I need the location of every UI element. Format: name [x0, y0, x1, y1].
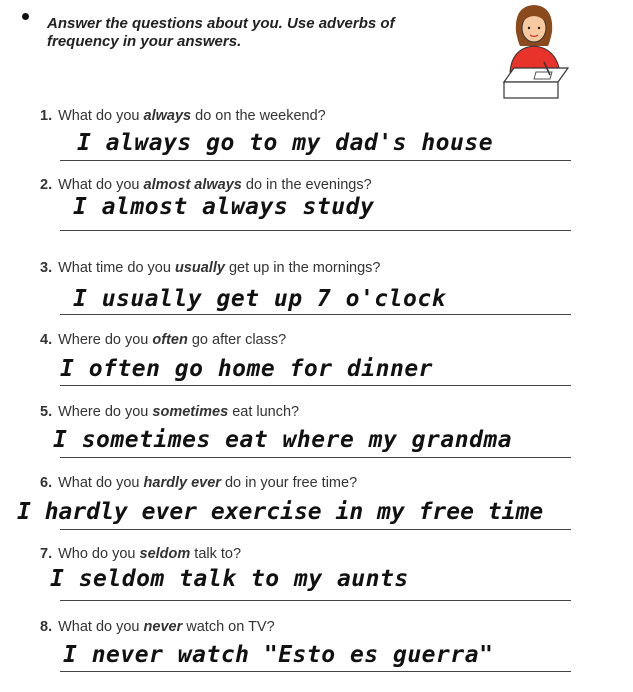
answer-line-3: [60, 314, 571, 315]
answer-line-5: [60, 457, 571, 458]
question-6: 6. What do you hardly ever do in your free time?: [40, 475, 358, 491]
question-number: 3.: [40, 260, 53, 276]
question-number: 1.: [40, 108, 53, 124]
answer-8[interactable]: I never watch "Esto es guerra": [63, 642, 494, 668]
question-3: 3. What time do you usually get up in the mornings?: [40, 260, 381, 276]
answer-line-7: [60, 600, 571, 601]
answer-3[interactable]: I usually get up 7 o'clock: [73, 286, 447, 312]
question-2: 2. What do you almost always do in the evenings?: [40, 177, 372, 193]
answer-7[interactable]: I seldom talk to my aunts: [50, 566, 409, 592]
answer-line-2: [60, 230, 571, 231]
question-8: 8. What do you never watch on TV?: [40, 619, 275, 635]
question-4: 4. Where do you often go after class?: [40, 332, 287, 348]
answer-5[interactable]: I sometimes eat where my grandma: [53, 427, 513, 453]
instructions: Answer the questions about you. Use adverbs of frequency in your answers.: [47, 15, 395, 50]
answer-line-8: [60, 671, 571, 672]
student-writing-icon: [498, 2, 570, 100]
answer-2[interactable]: I almost always study: [73, 194, 375, 220]
question-7: 7. Who do you seldom talk to?: [40, 546, 242, 562]
answer-1[interactable]: I always go to my dad's house: [77, 130, 494, 156]
answer-6[interactable]: I hardly ever exercise in my free time: [17, 499, 544, 525]
question-number: 8.: [40, 619, 53, 635]
answer-4[interactable]: I often go home for dinner: [60, 356, 434, 382]
question-5: 5. Where do you sometimes eat lunch?: [40, 404, 300, 420]
answer-line-6: [60, 529, 571, 530]
question-number: 6.: [40, 475, 53, 491]
question-number: 4.: [40, 332, 53, 348]
answer-line-4: [60, 385, 571, 386]
question-number: 7.: [40, 546, 53, 562]
bullet-icon: [22, 13, 29, 20]
question-1: 1. What do you always do on the weekend?: [40, 108, 326, 124]
question-number: 5.: [40, 404, 53, 420]
question-number: 2.: [40, 177, 53, 193]
answer-line-1: [60, 160, 571, 161]
